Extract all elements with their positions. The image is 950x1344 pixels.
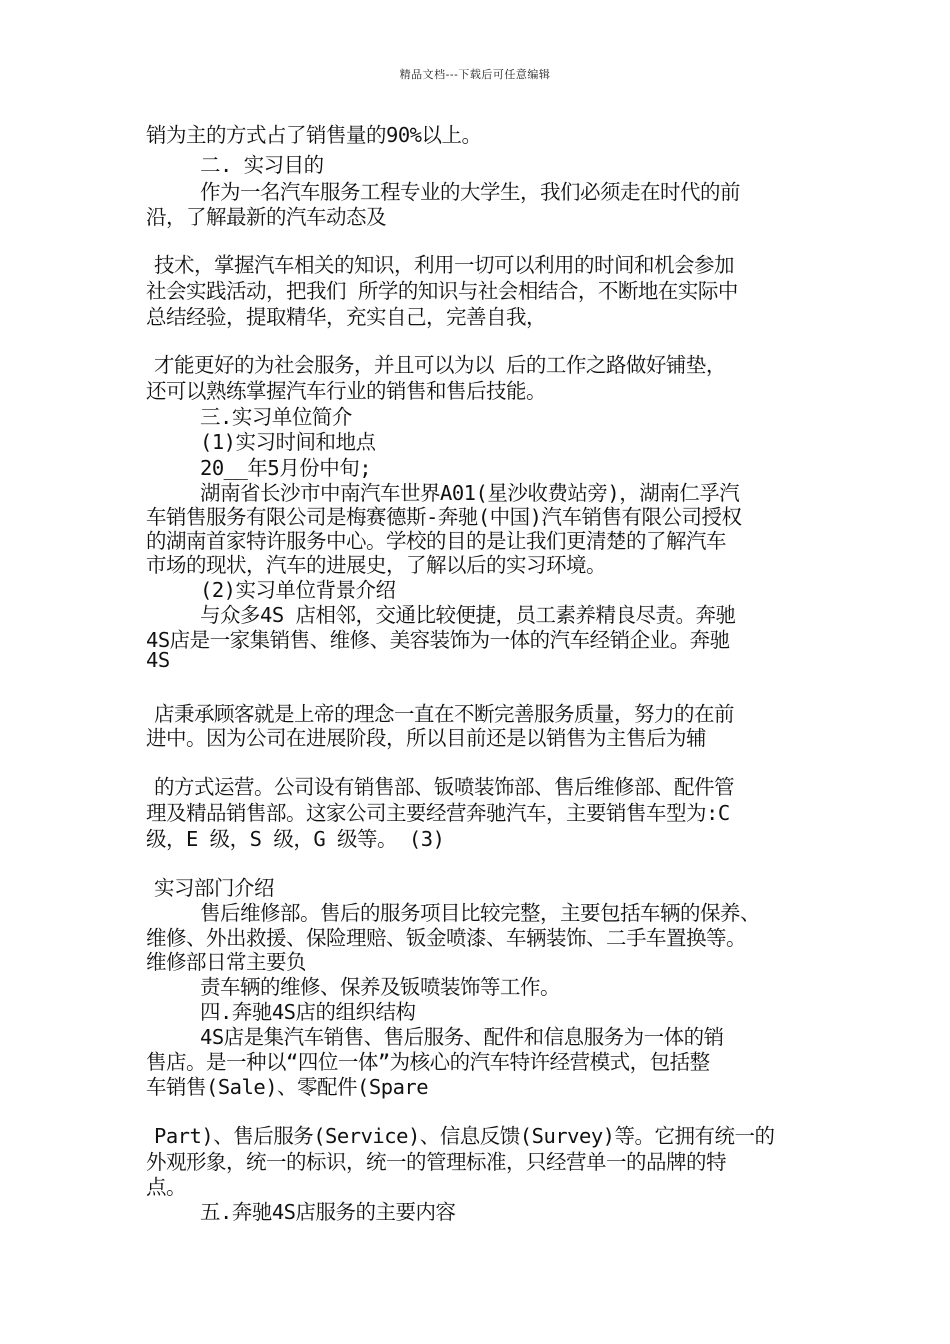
text-line: 销为主的方式占了销售量的90%以上。: [146, 123, 482, 147]
text-line: 4S店是集汽车销售、售后服务、配件和信息服务为一体的销: [200, 1025, 724, 1049]
text-line: 作为一名汽车服务工程专业的大学生，我们必须走在时代的前: [200, 180, 740, 204]
text-line: 总结经验，提取精华，充实自己，完善自我，: [146, 305, 546, 329]
text-line: 车销售(Sale)、零配件(Spare: [146, 1075, 429, 1099]
text-line: 责车辆的维修、保养及钣喷装饰等工作。: [200, 975, 560, 999]
text-line: 的湖南首家特许服务中心。学校的目的是让我们更清楚的了解汽车: [146, 529, 726, 553]
text-line: 技术，掌握汽车相关的知识，利用一切可以利用的时间和机会参加: [154, 253, 734, 277]
subsection-heading: 实习部门介绍: [154, 876, 274, 900]
section-heading: 二. 实习目的: [200, 153, 324, 177]
text-line: 进中。因为公司在进展阶段，所以目前还是以销售为主售后为辅: [146, 726, 706, 750]
text-line: 理及精品销售部。这家公司主要经营奔驰汽车，主要销售车型为:C: [146, 801, 730, 825]
section-heading: 五.奔驰4S店服务的主要内容: [200, 1200, 456, 1224]
text-line: Part)、售后服务(Service)、信息反馈(Survey)等。它拥有统一的: [154, 1124, 775, 1148]
text-line: 4S店是一家集销售、维修、美容装饰为一体的汽车经销企业。奔驰: [146, 628, 730, 652]
subsection-heading: (1)实习时间和地点: [200, 430, 376, 454]
text-line: 与众多4S 店相邻，交通比较便捷，员工素养精良尽责。奔驰: [200, 603, 736, 627]
text-line: 外观形象，统一的标识，统一的管理标准，只经营单一的品牌的特: [146, 1150, 726, 1174]
text-line: 市场的现状，汽车的进展史，了解以后的实习环境。: [146, 553, 606, 577]
text-line: 级，E 级，S 级，G 级等。 (3): [146, 827, 445, 851]
page-header: 精品文档---下载后可任意编辑: [399, 68, 551, 81]
text-line: 维修部日常主要负: [146, 950, 306, 974]
text-line: 社会实践活动，把我们 所学的知识与社会相结合，不断地在实际中: [146, 279, 738, 303]
text-line: 才能更好的为社会服务，并且可以为以 后的工作之路做好铺垫，: [154, 353, 726, 377]
text-line: 维修、外出救援、保险理赔、钣金喷漆、车辆装饰、二手车置换等。: [146, 926, 746, 950]
text-line: 还可以熟练掌握汽车行业的销售和售后技能。: [146, 379, 546, 403]
text-line: 4S: [146, 648, 170, 672]
section-heading: 四.奔驰4S店的组织结构: [200, 1000, 416, 1024]
text-line: 点。: [146, 1175, 186, 1199]
text-line: 的方式运营。公司设有销售部、钣喷装饰部、售后维修部、配件管: [154, 775, 734, 799]
text-line: 售店。是一种以“四位一体”为核心的汽车特许经营模式，包括整: [146, 1050, 710, 1074]
text-line: 售后维修部。售后的服务项目比较完整，主要包括车辆的保养、: [200, 901, 760, 925]
section-heading: 三.实习单位简介: [200, 405, 352, 429]
text-line: 20__年5月份中旬;: [200, 456, 372, 480]
text-line: 湖南省长沙市中南汽车世界A01(星沙收费站旁)，湖南仁孚汽: [200, 481, 740, 505]
text-line: 沿，了解最新的汽车动态及: [146, 205, 386, 229]
text-line: 车销售服务有限公司是梅赛德斯-奔驰(中国)汽车销售有限公司授权: [146, 505, 742, 529]
subsection-heading: (2)实习单位背景介绍: [200, 578, 396, 602]
text-line: 店秉承顾客就是上帝的理念一直在不断完善服务质量，努力的在前: [154, 702, 734, 726]
